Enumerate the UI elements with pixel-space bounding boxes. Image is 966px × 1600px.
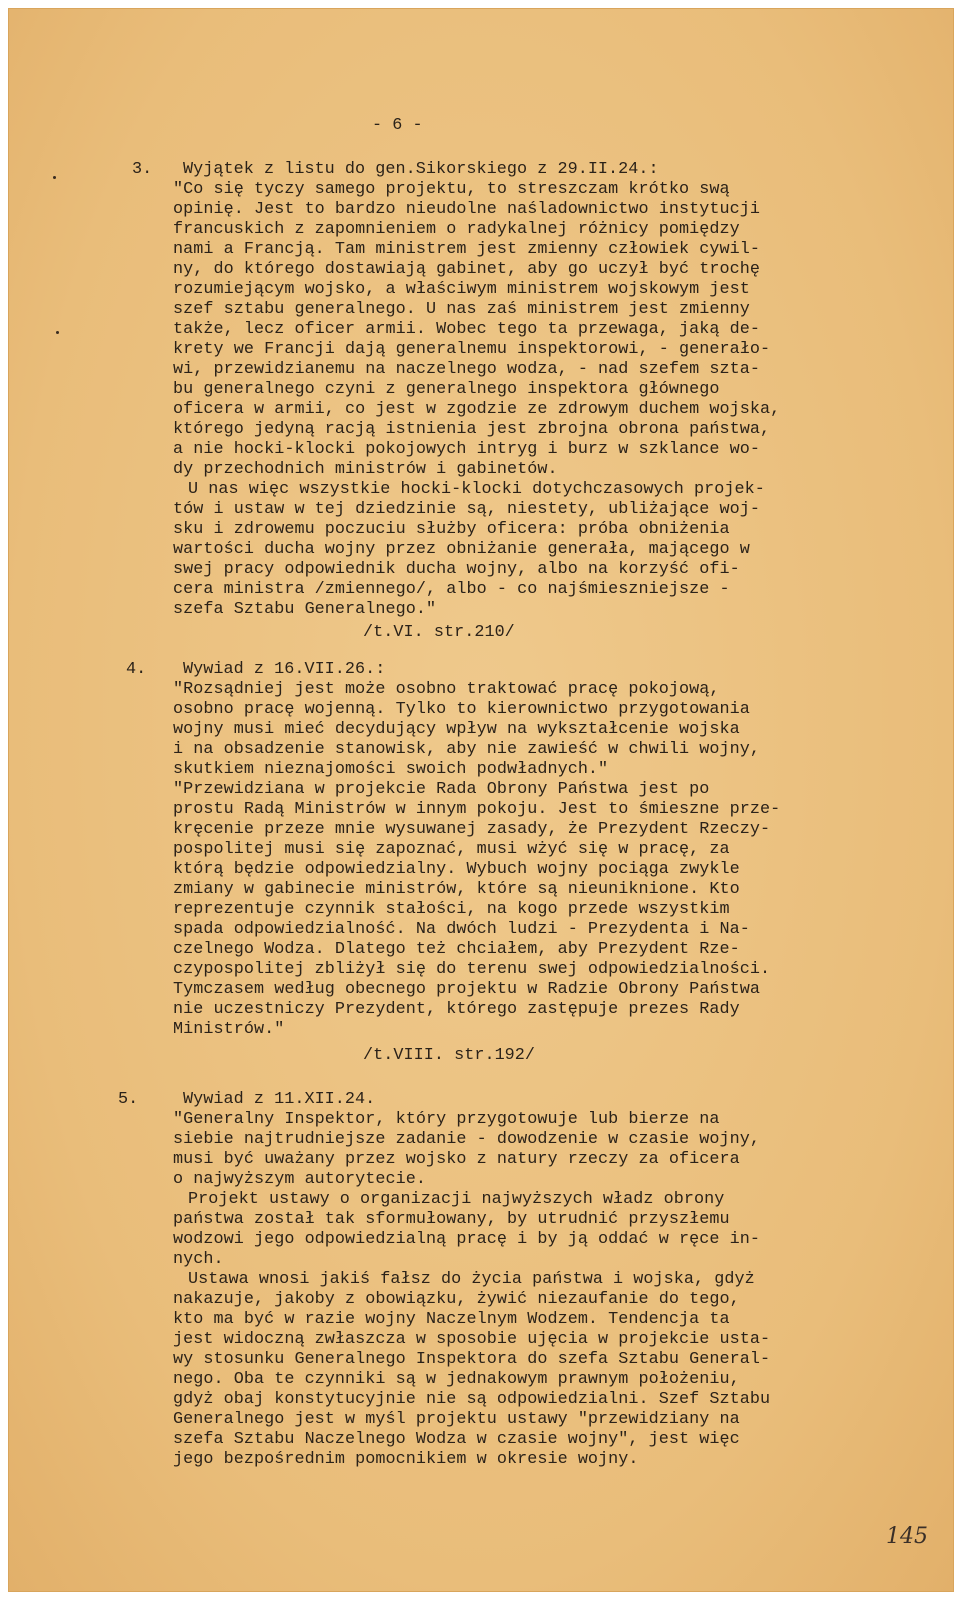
text-line: nami a Francją. Tam ministrem jest zmienny człowiek cywil- <box>173 240 760 259</box>
text-line: czelnego Wodza. Dlatego też chciałem, aby Prezydent Rze- <box>173 940 740 959</box>
section-5-heading: Wywiad z 11.XII.24. <box>183 1090 376 1109</box>
text-line: dy przechodnich ministrów i gabinetów. <box>173 460 558 479</box>
text-line: skutkiem nieznajomości swoich podwładnych." <box>173 760 609 779</box>
text-line: "Co się tyczy samego projektu, to streszczam krótko swą <box>173 180 730 199</box>
text-line: spada odpowiedzialność. Na dwóch ludzi - Prezydenta i Na- <box>173 920 750 939</box>
text-line: "Przewidziana w projekcie Rada Obrony Państwa jest po <box>173 780 710 799</box>
text-line: którą będzie odpowiedzialny. Wybuch wojny pociąga zwykle <box>173 860 740 879</box>
text-line: państwa został tak sformułowany, by utrudnić przyszłemu <box>173 1210 730 1229</box>
section-3-heading: Wyjątek z listu do gen.Sikorskiego z 29.II.24.: <box>183 160 659 179</box>
text-line: kręcenie przeze mnie wysuwanej zasady, że Prezydent Rzeczy- <box>173 820 771 839</box>
text-line: Tymczasem według obecnego projektu w Radzie Obrony Państwa <box>173 980 760 999</box>
text-line: reprezentuje czynnik stałości, na kogo przede wszystkim <box>173 900 730 919</box>
text-line: jest widoczną zwłaszcza w sposobie ujęcia w projekcie usta- <box>173 1330 771 1349</box>
text-line: Ministrów." <box>173 1020 285 1039</box>
text-line: wodzowi jego odpowiedzialną pracę i by ją oddać w ręce in- <box>173 1230 760 1249</box>
document-page <box>8 8 954 1592</box>
text-line: zmiany w gabinecie ministrów, które są nieuniknione. Kto <box>173 880 740 899</box>
text-line: wi, przewidzianemu na naczelnego wodza, - nad szefem szta- <box>173 360 760 379</box>
text-line: prostu Radą Ministrów w innym pokoju. Jest to śmieszne prze- <box>173 800 781 819</box>
text-line: rozumiejącym wojsko, a właściwym ministrem wojskowym jest <box>173 280 750 299</box>
text-line: nego. Oba te czynniki są w jednakowym prawnym położeniu, <box>173 1370 740 1389</box>
text-line: szef sztabu generalnego. U nas zaś ministrem jest zmienny <box>173 300 750 319</box>
section-5-number: 5. <box>118 1090 139 1109</box>
ink-dot <box>56 331 59 334</box>
section-4-number: 4. <box>126 660 147 679</box>
text-line: "Rozsądniej jest może osobno traktować pracę pokojową, <box>173 680 720 699</box>
section-3-number: 3. <box>132 160 153 179</box>
text-line: oficera w armii, co jest w zgodzie ze zdrowym duchem wojska, <box>173 400 781 419</box>
text-line: wy stosunku Generalnego Inspektora do szefa Sztabu General- <box>173 1350 771 1369</box>
text-line: cera ministra /zmiennego/, albo - co najśmieszniejsze - <box>173 580 730 599</box>
text-line: osobno pracę wojenną. Tylko to kierownictwo przygotowania <box>173 700 750 719</box>
text-line: nie uczestniczy Prezydent, którego zastępuje prezes Rady <box>173 1000 740 1019</box>
text-line: także, lecz oficer armii. Wobec tego ta przewaga, jaką de- <box>173 320 760 339</box>
text-line: czypospolitej zbliżył się do terenu swej odpowiedzialności. <box>173 960 771 979</box>
text-line: Ustawa wnosi jakiś fałsz do życia państwa i wojska, gdyż <box>188 1270 755 1289</box>
text-line: opinię. Jest to bardzo nieudolne naśladownictwo instytucji <box>173 200 760 219</box>
text-line: Projekt ustawy o organizacji najwyższych władz obrony <box>188 1190 725 1209</box>
handwritten-page-mark: 145 <box>886 1524 928 1549</box>
text-line: musi być uważany przez wojsko z natury rzeczy za oficera <box>173 1150 740 1169</box>
text-line: krety we Francji dają generalnemu inspektorowi, - generało- <box>173 340 771 359</box>
text-line: jego bezpośrednim pomocnikiem w okresie wojny. <box>173 1450 639 1469</box>
text-line: sku i zdrowemu poczuciu służby oficera: próba obniżenia <box>173 520 730 539</box>
text-line: gdyż obaj konstytucyjnie nie są odpowiedzialni. Szef Sztabu <box>173 1390 771 1409</box>
text-line: a nie hocki-klocki pokojowych intryg i burz w szklance wo- <box>173 440 760 459</box>
text-line: o najwyższym autorytecie. <box>173 1170 427 1189</box>
text-line: tów i ustaw w tej dziedzinie są, niestety, ubliżające woj- <box>173 500 760 519</box>
text-line: swej pracy odpowiednik ducha wojny, albo na korzyść ofi- <box>173 560 740 579</box>
text-line: U nas więc wszystkie hocki-klocki dotychczasowych projek- <box>188 480 765 499</box>
text-line: którego jedyną racją istnienia jest zbrojna obrona państwa, <box>173 420 771 439</box>
text-line: pospolitej musi się zapoznać, musi wżyć się w pracę, za <box>173 840 730 859</box>
text-line: bu generalnego czyni z generalnego inspektora głównego <box>173 380 720 399</box>
text-line: Generalnego jest w myśl projektu ustawy "przewidziany na <box>173 1410 740 1429</box>
text-line: wojny musi mieć decydujący wpływ na wykształcenie wojska <box>173 720 740 739</box>
section-3-reference: /t.VI. str.210/ <box>363 623 515 642</box>
page-number: - 6 - <box>372 116 423 135</box>
text-line: i na obsadzenie stanowisk, aby nie zawieść w chwili wojny, <box>173 740 760 759</box>
text-line: nakazuje, jakoby z obowiązku, żywić niezaufanie do tego, <box>173 1290 740 1309</box>
section-4-reference: /t.VIII. str.192/ <box>363 1046 536 1065</box>
text-line: francuskich z zapomnieniem o radykalnej różnicy pomiędzy <box>173 220 740 239</box>
text-line: "Generalny Inspektor, który przygotowuje lub bierze na <box>173 1110 720 1129</box>
section-4-heading: Wywiad z 16.VII.26.: <box>183 660 386 679</box>
text-line: szefa Sztabu Generalnego." <box>173 600 437 619</box>
text-line: siebie najtrudniejsze zadanie - dowodzenie w czasie wojny, <box>173 1130 760 1149</box>
text-line: ny, do którego dostawiają gabinet, aby go uczył być trochę <box>173 260 760 279</box>
text-line: szefa Sztabu Naczelnego Wodza w czasie wojny", jest więc <box>173 1430 740 1449</box>
text-line: kto ma być w razie wojny Naczelnym Wodzem. Tendencja ta <box>173 1310 730 1329</box>
text-line: wartości ducha wojny przez obniżanie generała, mającego w <box>173 540 750 559</box>
ink-dot <box>53 176 56 179</box>
text-line: nych. <box>173 1250 224 1269</box>
